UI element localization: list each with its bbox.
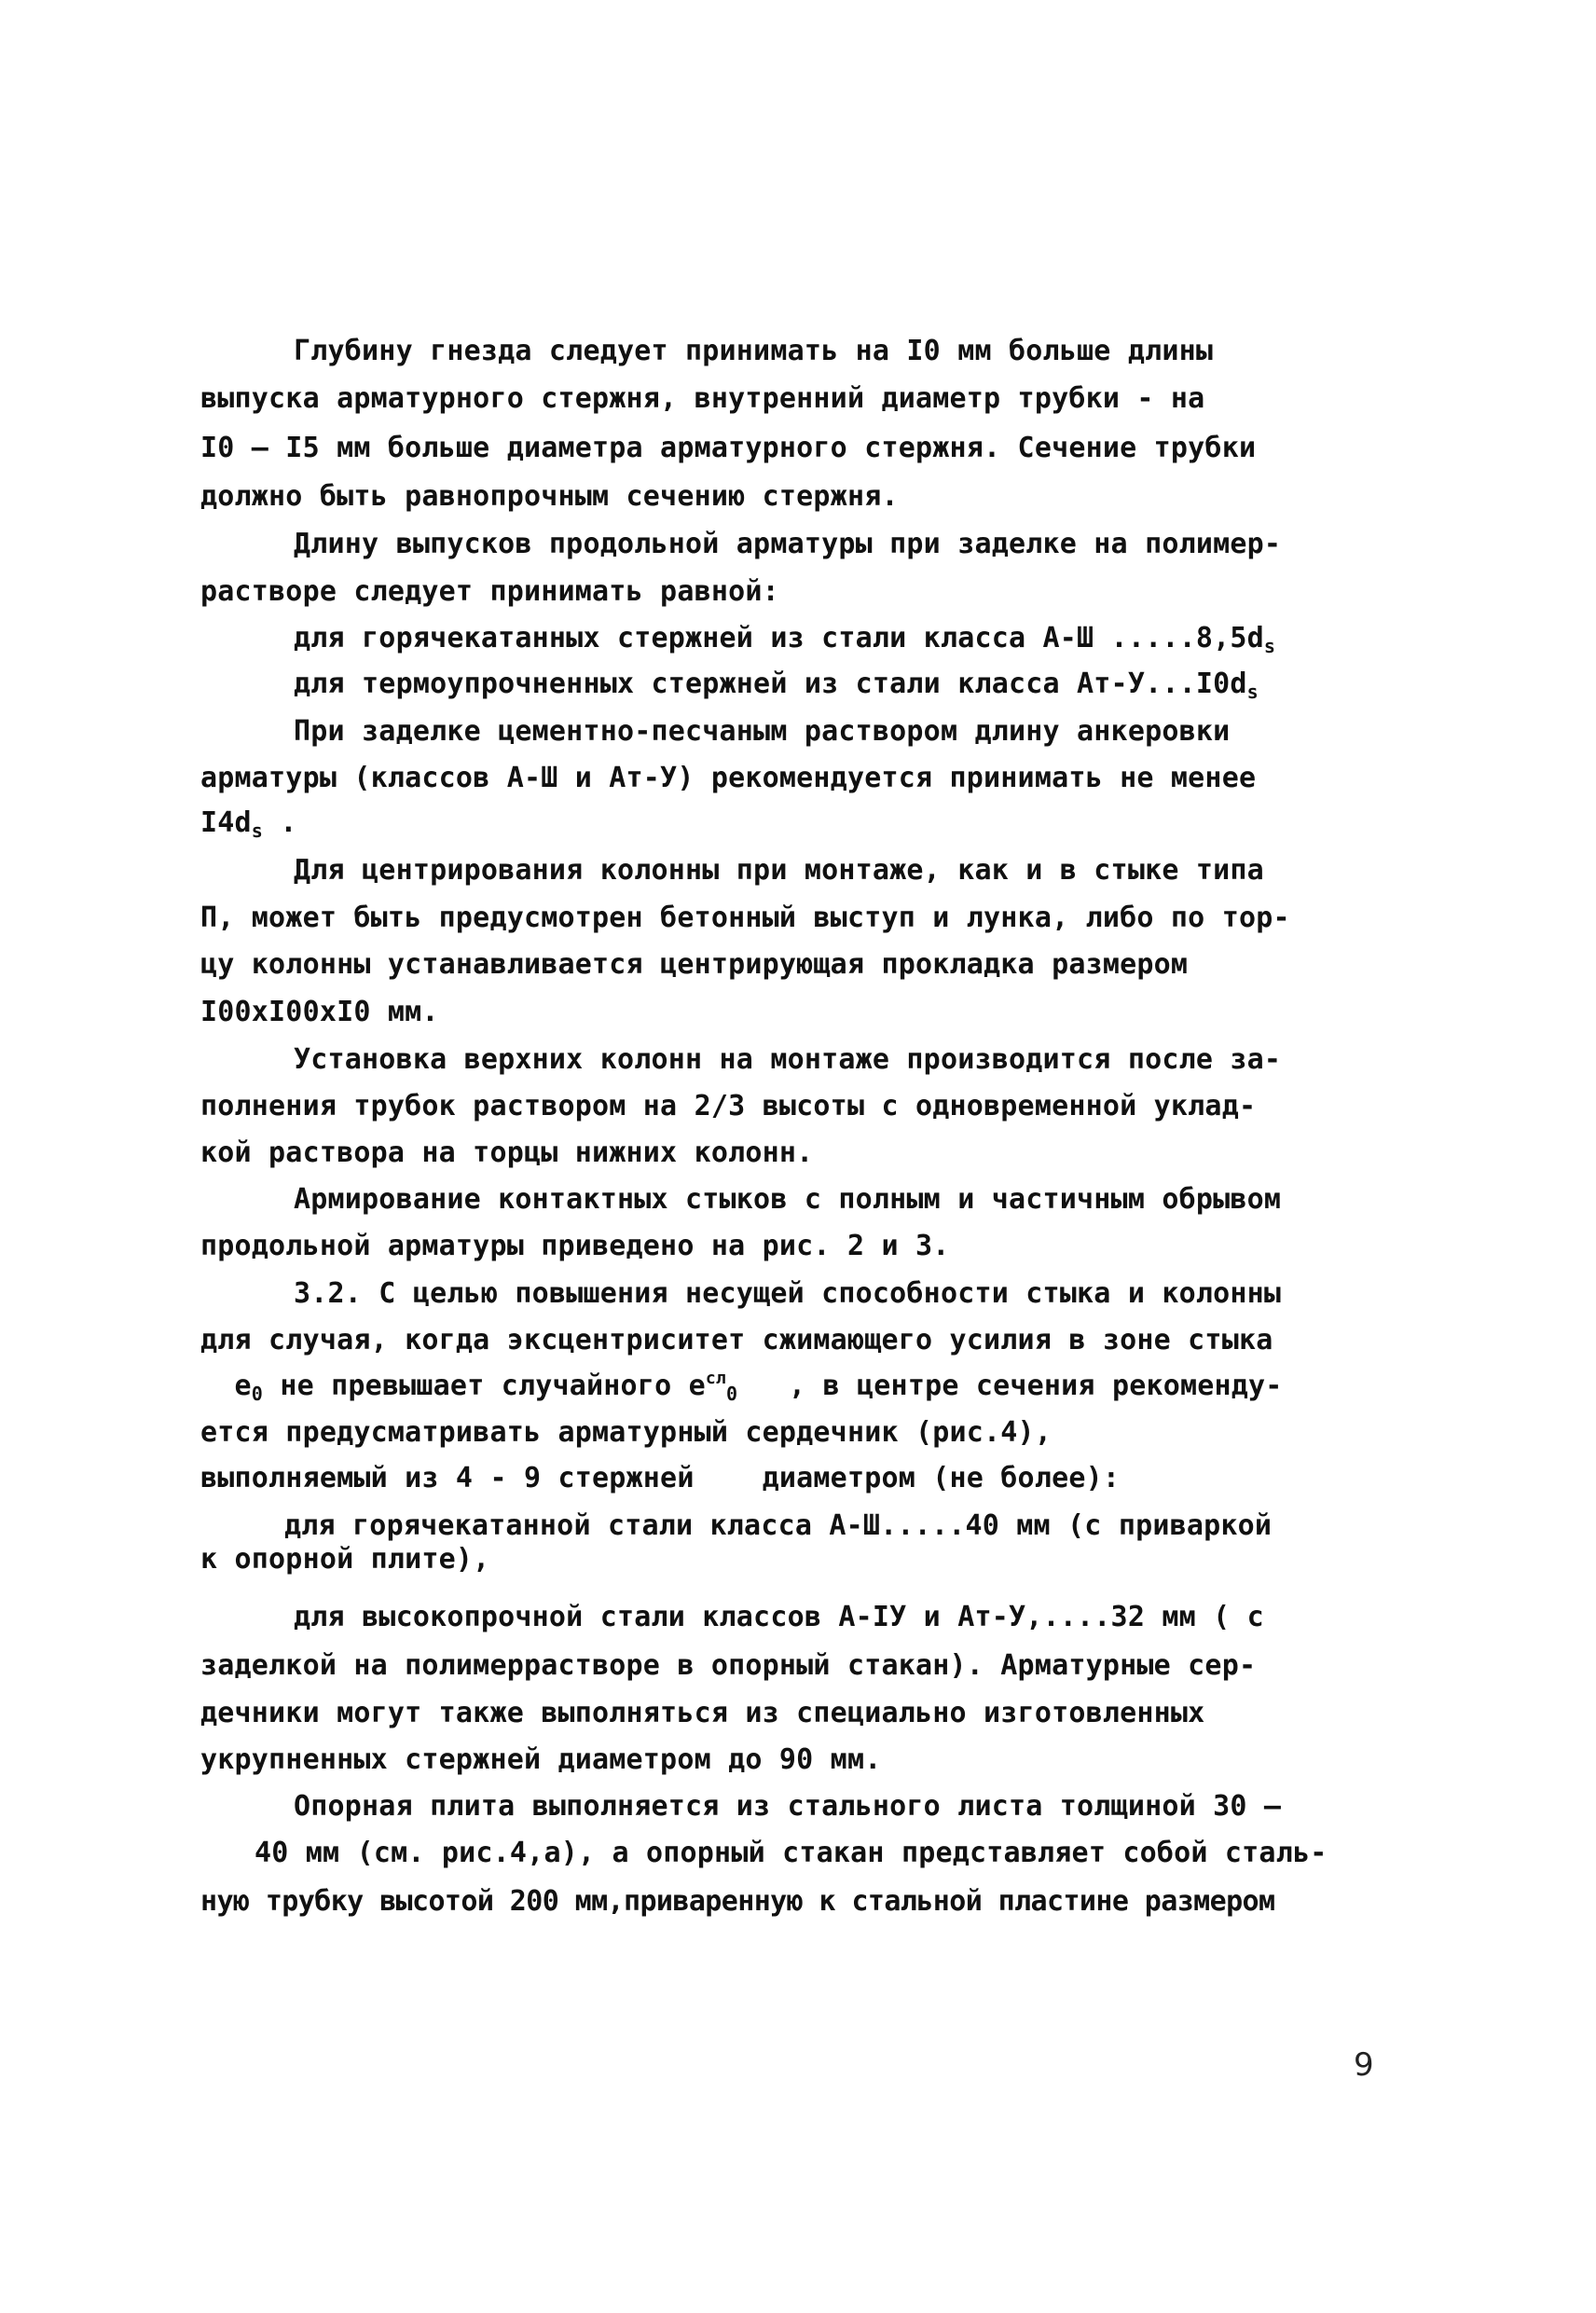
- text-line: 3.2. С целью повышения несущей способности стыка и колонны: [294, 1277, 1282, 1310]
- subscript-s: s: [251, 819, 264, 842]
- text-line: 40 мм (см. рис.4,а), а опорный стакан представляет собой сталь-: [255, 1837, 1328, 1869]
- text-segment: для термоупрочненных стержней из стали класса Ат-У...I0: [294, 668, 1231, 700]
- text-line: ную трубку высотой 200 мм,приваренную к стальной пластине размером: [200, 1885, 1275, 1918]
- symbol-e-random: e: [688, 1370, 706, 1402]
- symbol-d: d: [1246, 622, 1264, 654]
- text-segment: I4: [200, 806, 235, 839]
- text-line: I00xI00xI0 мм.: [200, 996, 439, 1028]
- formula-line: [294, 620, 1275, 657]
- text-line: заделкой на полимеррастворе в опорный стакан). Арматурные сер-: [200, 1649, 1257, 1682]
- text-line: растворе следует принимать равной:: [200, 575, 779, 608]
- text-line: арматуры (классов А-Ш и Ат-У) рекомендуется принимать не менее: [200, 762, 1257, 794]
- text-line: продольной арматуры приведено на рис. 2 и 3.: [200, 1230, 950, 1262]
- text-line: Установка верхних колонн на монтаже производится после за-: [294, 1043, 1282, 1076]
- text-segment: , в центре сечения рекоменду-: [788, 1370, 1283, 1402]
- subscript-s: s: [1263, 635, 1276, 657]
- text-line: I0 — I5 мм больше диаметра арматурного стержня. Сечение трубки: [200, 432, 1257, 464]
- text-line: При заделке цементно-песчаным раствором длину анкеровки: [294, 715, 1231, 748]
- page-number: 9: [1354, 2046, 1374, 2084]
- text-line: выполняемый из 4 - 9 стержней диаметром (не более):: [200, 1462, 1121, 1494]
- symbol-d: d: [234, 806, 252, 839]
- subscript-zero: 0: [725, 1383, 738, 1405]
- subscript-s: s: [1246, 681, 1259, 703]
- text-line: Для центрирования колонны при монтаже, как и в стыке типа: [294, 854, 1264, 887]
- formula-line: [200, 805, 297, 842]
- symbol-e: e: [234, 1370, 252, 1402]
- text-line: Армирование контактных стыков с полным и частичным обрывом: [294, 1183, 1282, 1216]
- text-line: полнения трубок раствором на 2/3 высоты с одновременной уклад-: [200, 1090, 1257, 1122]
- text-segment: для горячекатанных стержней из стали класса А-Ш .....8,5: [294, 622, 1247, 654]
- text-line: П, может быть предусмотрен бетонный выступ и лунка, либо по тор-: [200, 902, 1290, 934]
- text-segment: не превышает случайного: [280, 1370, 672, 1402]
- text-line: ется предусматривать арматурный сердечник (рис.4),: [200, 1416, 1053, 1449]
- subscript-zero: 0: [251, 1383, 264, 1405]
- formula-line: [200, 1368, 1283, 1405]
- text-line: Длину выпусков продольной арматуры при заделке на полимер-: [294, 528, 1282, 560]
- symbol-d: d: [1230, 668, 1247, 700]
- text-line: к опорной плите),: [200, 1543, 490, 1576]
- text-line: Опорная плита выполняется из стального листа толщиной 30 —: [294, 1790, 1282, 1823]
- text-line: цу колонны устанавливается центрирующая прокладка размером: [200, 948, 1189, 981]
- text-line: укрупненных стержней диаметром до 90 мм.: [200, 1743, 882, 1776]
- text-line: выпуска арматурного стержня, внутренний диаметр трубки - на: [200, 382, 1205, 415]
- text-line: дечники могут также выполняться из специально изготовленных: [200, 1697, 1205, 1729]
- text-line: для горячекатанной стали класса А-Ш.....40 мм (с приваркой: [284, 1509, 1273, 1542]
- formula-line: [294, 666, 1259, 703]
- text-line: кой раствора на торцы нижних колонн.: [200, 1136, 814, 1169]
- text-line: для высокопрочной стали классов А-IУ и Ат-У,....32 мм ( с: [294, 1601, 1264, 1633]
- period: .: [280, 806, 297, 839]
- text-line: должно быть равнопрочным сечению стержня.: [200, 480, 899, 513]
- superscript-ca: сл: [705, 1369, 726, 1388]
- text-line: Глубину гнезда следует принимать на I0 мм больше длины: [294, 335, 1214, 367]
- text-line: для случая, когда эксцентриситет сжимающего усилия в зоне стыка: [200, 1324, 1273, 1356]
